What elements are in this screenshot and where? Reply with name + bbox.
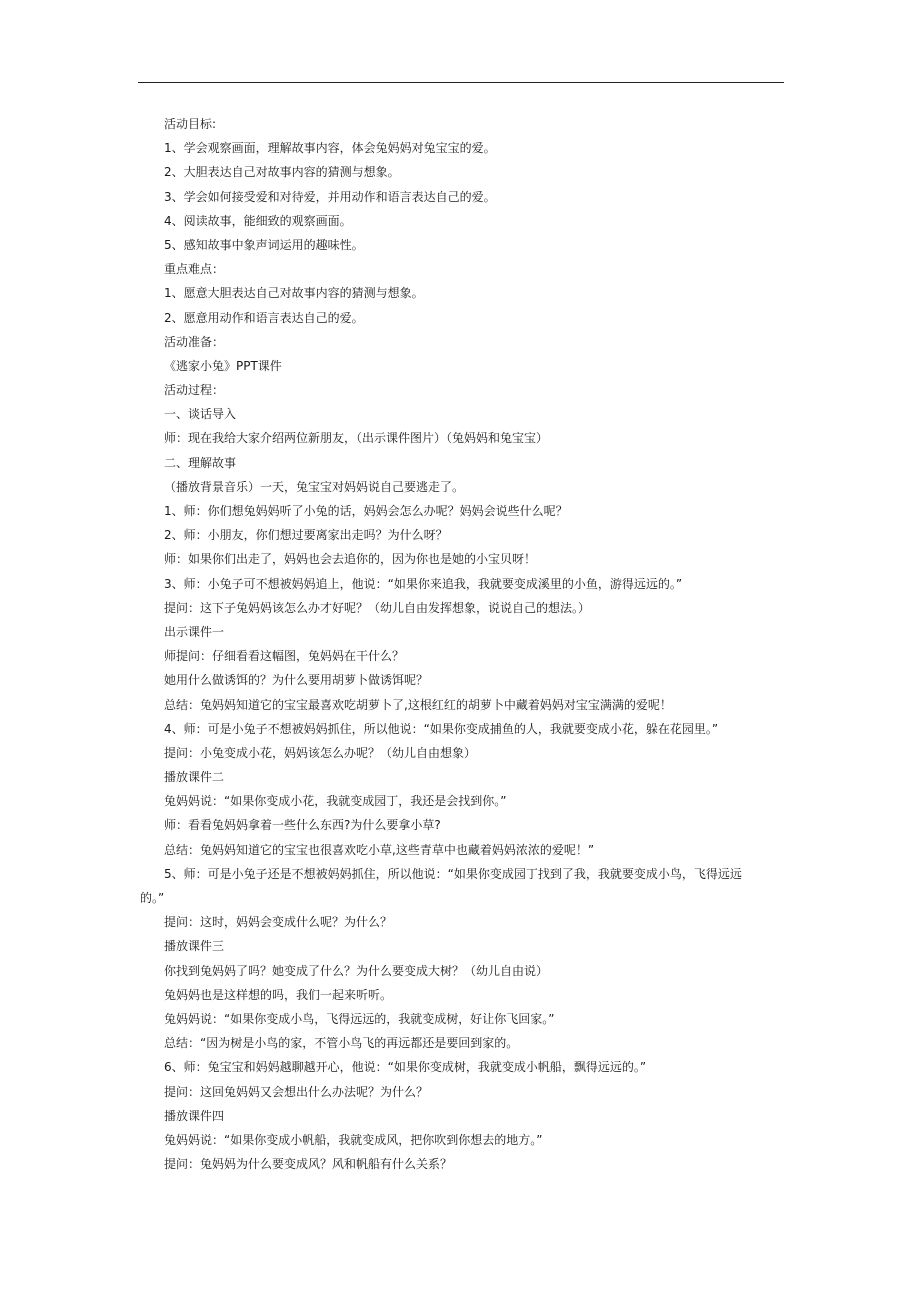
paragraph: 兔妈妈也是这样想的吗，我们一起来听听。 xyxy=(164,987,393,1002)
paragraph: 兔妈妈说：“如果你变成小花，我就变成园丁，我还是会找到你。” xyxy=(164,794,507,809)
goal-item: 3、学会如何接受爱和对待爱，并用动作和语言表达自己的爱。 xyxy=(164,189,496,204)
paragraph: 提问：兔妈妈为什么要变成风？风和帆船有什么关系？ xyxy=(164,1157,453,1172)
paragraph: 6、师：兔宝宝和妈妈越聊越开心，他说：“如果你变成树，我就变成小帆船，飘得远远的。” xyxy=(164,1060,647,1075)
paragraph: 她用什么做诱饵的？为什么要用胡萝卜做诱饵呢？ xyxy=(164,673,429,688)
paragraph: 2、师：小朋友，你们想过要离家出走吗？为什么呀？ xyxy=(164,528,448,543)
paragraph: 提问：这时，妈妈会变成什么呢？为什么？ xyxy=(164,915,393,930)
paragraph-continuation: 的。” xyxy=(140,891,165,905)
goal-item: 2、大胆表达自己对故事内容的猜测与想象。 xyxy=(164,165,400,180)
section-heading: 重点难点： xyxy=(164,262,225,277)
section-heading: 活动准备： xyxy=(164,334,225,349)
paragraph: 你找到兔妈妈了吗？她变成了什么？为什么要变成大树？（幼儿自由说） xyxy=(164,963,549,978)
paragraph: 师：现在我给大家介绍两位新朋友，（出示课件图片）（兔妈妈和兔宝宝） xyxy=(164,431,549,446)
header-divider xyxy=(138,82,784,83)
paragraph: （播放背景音乐）一天，兔宝宝对妈妈说自己要逃走了。 xyxy=(164,479,465,494)
paragraph: 总结：兔妈妈知道它的宝宝也很喜欢吃小草,这些青草中也藏着妈妈浓浓的爱呢！” xyxy=(164,842,595,857)
paragraph: 师：如果你们出走了，妈妈也会去追你的，因为你也是她的小宝贝呀！ xyxy=(164,552,537,567)
paragraph: 师：看看兔妈妈拿着一些什么东西?为什么要拿小草? xyxy=(164,818,441,833)
paragraph: 播放课件三 xyxy=(164,939,225,954)
goal-item: 1、学会观察画面，理解故事内容，体会兔妈妈对兔宝宝的爱。 xyxy=(164,141,496,156)
paragraph: 播放课件四 xyxy=(164,1108,225,1123)
paragraph: 播放课件二 xyxy=(164,770,225,785)
paragraph: 5、师：可是小兔子还是不想被妈妈抓住，所以他说：“如果你变成园丁找到了我，我就要变成小鸟，飞得远远 xyxy=(164,866,742,881)
paragraph: 4、师：可是小兔子不想被妈妈抓住，所以他说：“如果你变成捕鱼的人，我就要变成小花，躲在花园里。” xyxy=(164,721,719,736)
paragraph: 提问：小兔变成小花，妈妈该怎么办呢？（幼儿自由想象） xyxy=(164,745,477,760)
step-heading: 二、理解故事 xyxy=(164,455,237,470)
goal-item: 4、阅读故事，能细致的观察画面。 xyxy=(164,213,352,228)
paragraph: 提问：这下子兔妈妈该怎么办才好呢？（幼儿自由发挥想象，说说自己的想法。） xyxy=(164,600,591,615)
paragraph: 3、师：小兔子可不想被妈妈追上，他说：“如果你来追我，我就要变成溪里的小鱼，游得远远的。” xyxy=(164,576,683,591)
paragraph: 总结：“因为树是小鸟的家，不管小鸟飞的再远都还是要回到家的。 xyxy=(164,1036,519,1051)
goal-item: 5、感知故事中象声词运用的趣味性。 xyxy=(164,237,364,252)
preparation-item: 《逃家小兔》PPT课件 xyxy=(164,358,282,373)
key-point-item: 2、愿意用动作和语言表达自己的爱。 xyxy=(164,310,364,325)
section-heading: 活动过程： xyxy=(164,383,225,398)
paragraph: 兔妈妈说：“如果你变成小帆船，我就变成风，把你吹到你想去的地方。” xyxy=(164,1132,543,1147)
document-body xyxy=(140,112,760,1176)
key-point-item: 1、愿意大胆表达自己对故事内容的猜测与想象。 xyxy=(164,286,424,301)
paragraph: 总结：兔妈妈知道它的宝宝最喜欢吃胡萝卜了,这根红红的胡萝卜中藏着妈妈对宝宝满满的爱呢！ xyxy=(164,697,672,712)
paragraph: 兔妈妈说：“如果你变成小鸟，飞得远远的，我就变成树，好让你飞回家。” xyxy=(164,1011,555,1026)
step-heading: 一、谈话导入 xyxy=(164,407,237,422)
paragraph: 提问：这回兔妈妈又会想出什么办法呢？为什么？ xyxy=(164,1084,429,1099)
paragraph: 师提问：仔细看看这幅图，兔妈妈在干什么？ xyxy=(164,649,405,664)
section-heading: 活动目标: xyxy=(164,117,217,131)
paragraph: 出示课件一 xyxy=(164,624,225,639)
paragraph: 1、师：你们想兔妈妈听了小兔的话，妈妈会怎么办呢？妈妈会说些什么呢？ xyxy=(164,504,568,518)
